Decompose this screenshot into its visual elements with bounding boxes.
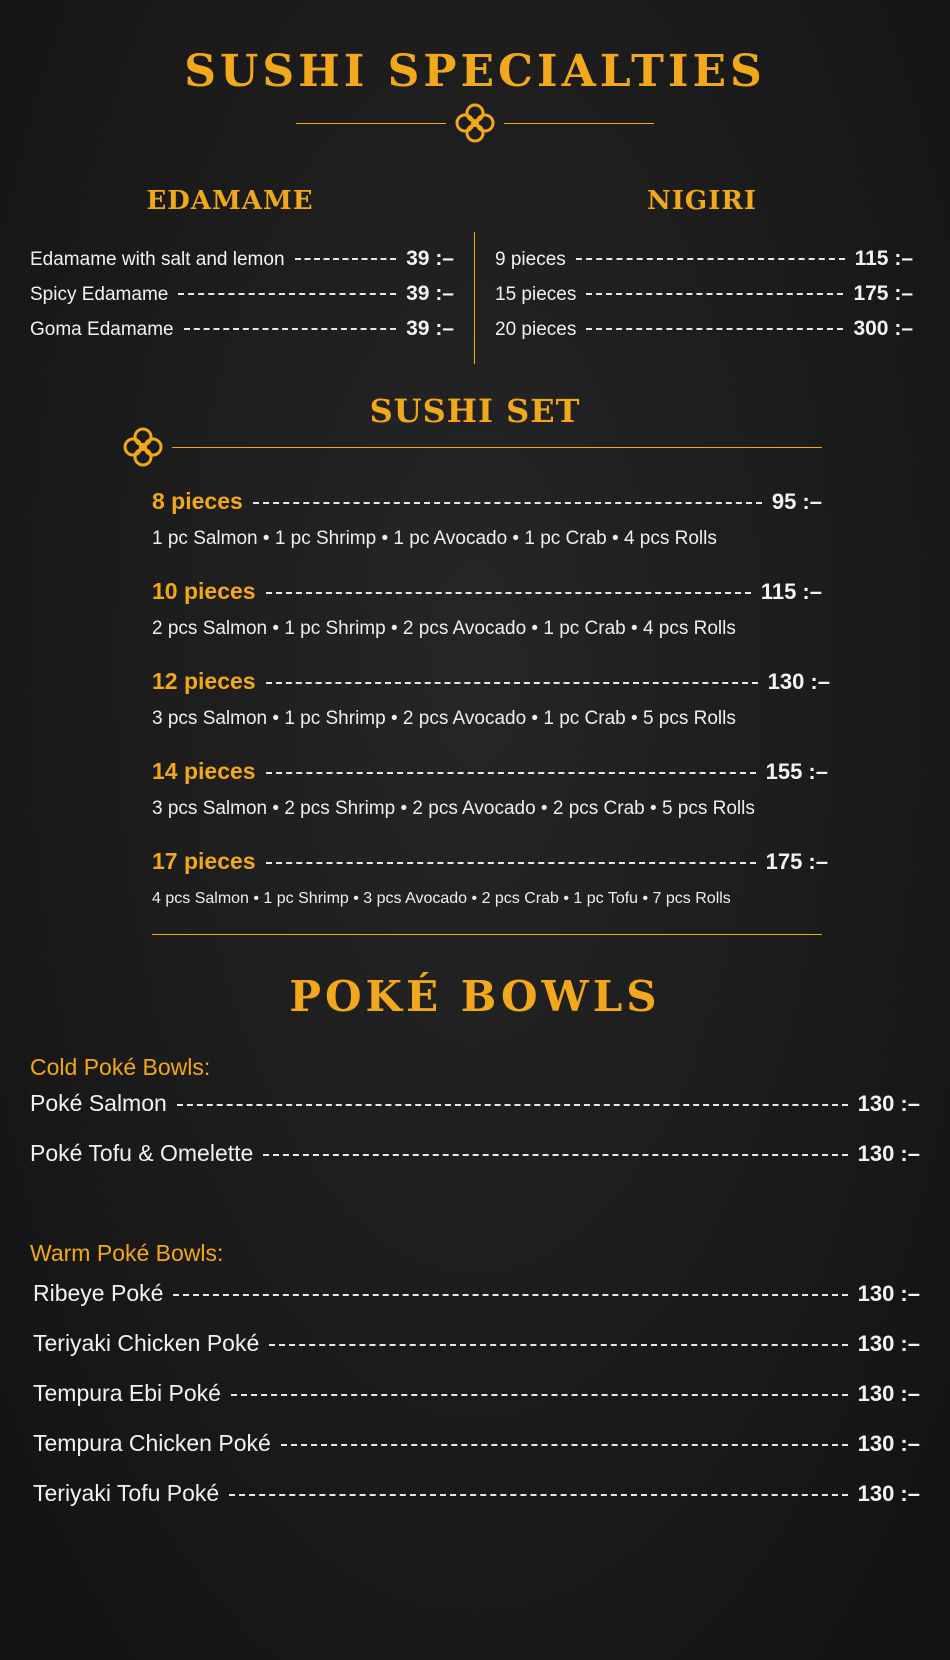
- sushi-set-heading: SUSHI SET: [369, 392, 581, 430]
- item-price: 130 :–: [857, 1381, 920, 1406]
- item-price: 130 :–: [857, 1091, 920, 1116]
- item-price: 115 :–: [854, 247, 913, 270]
- item-name: Teriyaki Chicken Poké: [33, 1330, 260, 1356]
- item-name: Edamame with salt and lemon: [30, 249, 285, 270]
- item-name: Poké Salmon: [30, 1090, 167, 1116]
- dot-leader: [253, 502, 762, 504]
- ornament-rule-right: [504, 123, 654, 124]
- dot-leader: [266, 592, 751, 594]
- page-title: SUSHI SPECIALTIES: [184, 46, 766, 97]
- item-price: 39 :–: [406, 282, 454, 305]
- item-name: Teriyaki Tofu Poké: [33, 1480, 220, 1506]
- dot-leader: [295, 258, 397, 260]
- item-description: 3 pcs Salmon • 1 pc Shrimp • 2 pcs Avocado • 1 pc Crab • 5 pcs Rolls: [152, 708, 736, 729]
- dot-leader: [266, 772, 756, 774]
- sushi-set-item: [152, 488, 822, 515]
- poke-item: [33, 1480, 920, 1507]
- dot-leader: [281, 1444, 848, 1446]
- item-name: 8 pieces: [152, 488, 243, 514]
- item-price: 95 :–: [771, 489, 822, 514]
- sushi-set-item: [152, 578, 822, 605]
- item-price: 300 :–: [853, 317, 913, 340]
- ornament-rule: [172, 447, 822, 448]
- cold-poke-heading: Cold Poké Bowls:: [30, 1054, 211, 1080]
- item-description: 4 pcs Salmon • 1 pc Shrimp • 3 pcs Avocado • 2 pcs Crab • 1 pc Tofu • 7 pcs Rolls: [152, 890, 731, 907]
- item-name: Spicy Edamame: [30, 284, 169, 305]
- dot-leader: [586, 293, 843, 295]
- item-name: 10 pieces: [152, 578, 256, 604]
- dot-leader: [178, 293, 396, 295]
- item-price: 175 :–: [765, 849, 828, 874]
- edamame-item: [30, 317, 454, 341]
- dot-leader: [266, 682, 758, 684]
- poke-item: [33, 1380, 920, 1407]
- poke-item: [33, 1280, 920, 1307]
- edamame-heading: EDAMAME: [146, 186, 314, 216]
- item-price: 130 :–: [857, 1431, 920, 1456]
- dot-leader: [266, 862, 756, 864]
- nigiri-heading: NIGIRI: [646, 186, 758, 216]
- dot-leader: [229, 1494, 847, 1496]
- poke-item: [33, 1430, 920, 1457]
- poke-item: [33, 1330, 920, 1357]
- warm-poke-heading: Warm Poké Bowls:: [30, 1240, 224, 1266]
- item-name: 15 pieces: [495, 284, 577, 305]
- dot-leader: [263, 1154, 847, 1156]
- edamame-item: [30, 282, 454, 306]
- edamame-item: [30, 247, 454, 271]
- dot-leader: [576, 258, 845, 260]
- nigiri-item: [495, 317, 913, 341]
- item-description: 1 pc Salmon • 1 pc Shrimp • 1 pc Avocado • 1 pc Crab • 4 pcs Rolls: [152, 528, 717, 549]
- item-name: 17 pieces: [152, 848, 256, 874]
- dot-leader: [231, 1394, 848, 1396]
- dot-leader: [269, 1344, 847, 1346]
- item-price: 130 :–: [857, 1141, 920, 1166]
- item-description: 2 pcs Salmon • 1 pc Shrimp • 2 pcs Avocado • 1 pc Crab • 4 pcs Rolls: [152, 618, 736, 639]
- item-name: 20 pieces: [495, 319, 577, 340]
- nigiri-item: [495, 247, 913, 271]
- item-name: Tempura Chicken Poké: [33, 1430, 271, 1456]
- item-description: 3 pcs Salmon • 2 pcs Shrimp • 2 pcs Avocado • 2 pcs Crab • 5 pcs Rolls: [152, 798, 755, 819]
- item-price: 130 :–: [767, 669, 830, 694]
- item-name: Goma Edamame: [30, 319, 174, 340]
- item-price: 175 :–: [853, 282, 913, 305]
- flower-ornament-icon: [454, 102, 496, 144]
- item-name: 14 pieces: [152, 758, 256, 784]
- item-price: 130 :–: [857, 1481, 920, 1506]
- item-name: Tempura Ebi Poké: [33, 1380, 221, 1406]
- section-divider: [152, 934, 822, 935]
- dot-leader: [184, 328, 397, 330]
- item-price: 155 :–: [765, 759, 828, 784]
- flower-ornament-icon: [122, 426, 164, 468]
- column-divider: [474, 232, 475, 364]
- item-name: 12 pieces: [152, 668, 256, 694]
- item-name: Ribeye Poké: [33, 1280, 164, 1306]
- item-name: Poké Tofu & Omelette: [30, 1140, 254, 1166]
- sushi-set-item: [152, 758, 828, 785]
- dot-leader: [586, 328, 843, 330]
- item-price: 130 :–: [857, 1281, 920, 1306]
- sushi-set-item: [152, 848, 828, 875]
- item-name: 9 pieces: [495, 249, 566, 270]
- sushi-set-item: [152, 668, 830, 695]
- nigiri-item: [495, 282, 913, 306]
- title-ornament: [296, 102, 654, 144]
- dot-leader: [173, 1294, 847, 1296]
- item-price: 115 :–: [760, 579, 822, 604]
- poke-heading: POKÉ BOWLS: [289, 972, 661, 1021]
- poke-item: [30, 1140, 920, 1167]
- item-price: 39 :–: [406, 317, 454, 340]
- poke-item: [30, 1090, 920, 1117]
- item-price: 39 :–: [406, 247, 454, 270]
- dot-leader: [177, 1104, 848, 1106]
- item-price: 130 :–: [857, 1331, 920, 1356]
- ornament-rule-left: [296, 123, 446, 124]
- sushi-set-ornament: [122, 426, 822, 468]
